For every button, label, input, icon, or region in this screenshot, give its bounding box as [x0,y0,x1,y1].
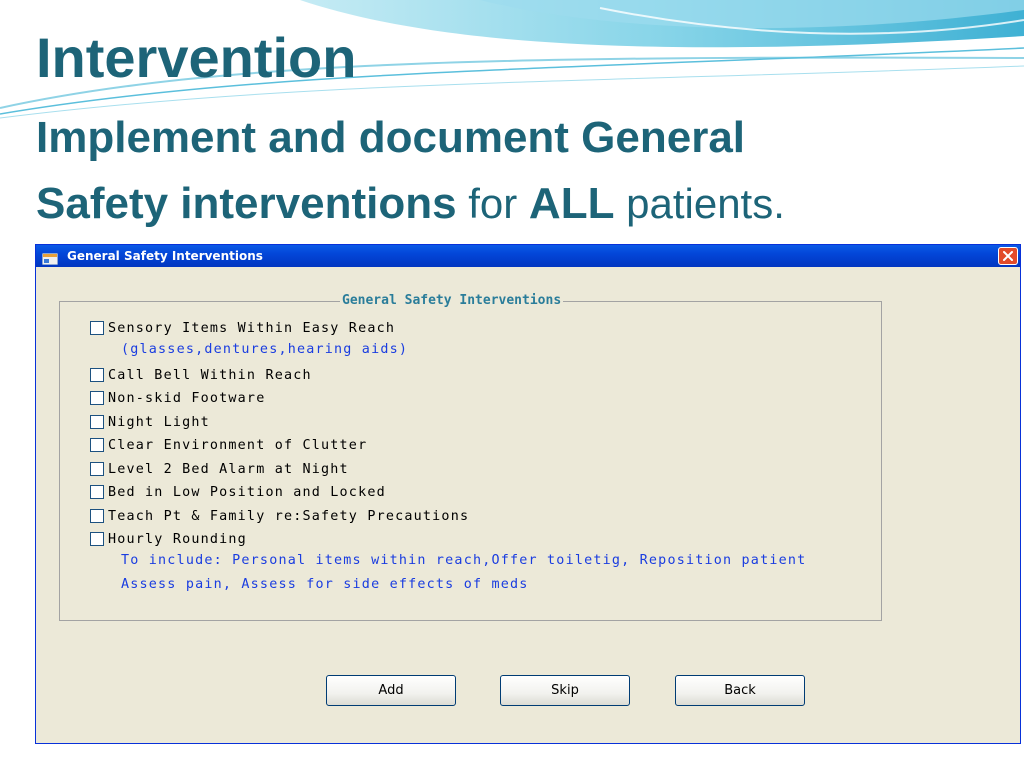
checkbox-call-bell[interactable] [90,365,312,385]
checkbox-box[interactable] [90,368,104,382]
checkbox-label: Teach Pt & Family re:Safety Precautions [108,508,470,524]
group-legend: General Safety Interventions [342,293,562,308]
checkbox-bed-low-position[interactable] [90,482,386,502]
checkbox-box[interactable] [90,532,104,546]
subtitle-safety-interventions: Safety interventions [36,179,457,228]
safety-interventions-group [59,293,882,621]
close-button[interactable] [998,247,1018,265]
window-title: General Safety Interventions [67,249,263,263]
checkbox-label: Night Light [108,414,210,430]
checkbox-label: Clear Environment of Clutter [108,437,368,453]
checkbox-box[interactable] [90,391,104,405]
checkbox-label: Hourly Rounding [108,531,247,547]
checkbox-teach-pt-family[interactable] [90,506,469,526]
add-button[interactable]: Add [326,675,456,706]
checkbox-sensory-items[interactable] [90,318,395,338]
back-button[interactable]: Back [675,675,805,706]
rounding-note-line1: To include: Personal items within reach,Offer toiletig, Reposition patient [121,553,807,568]
subtitle-patients: patients. [614,180,785,227]
checkbox-clear-environment[interactable] [90,435,367,455]
close-x-icon [999,248,1017,264]
window-body [39,267,1017,740]
skip-button[interactable]: Skip [500,675,630,706]
checkbox-label: Non-skid Footware [108,390,266,406]
checkbox-label: Sensory Items Within Easy Reach [108,320,396,336]
checkbox-hourly-rounding[interactable] [90,529,247,549]
checkbox-non-skid-footware[interactable] [90,388,265,408]
checkbox-box[interactable] [90,509,104,523]
checkbox-label: Level 2 Bed Alarm at Night [108,461,349,477]
app-window-icon [42,250,58,262]
checkbox-label: Bed in Low Position and Locked [108,484,386,500]
subtitle-all: ALL [528,179,615,228]
slide-subtitle [36,105,996,237]
subtitle-line1: Implement and document General [36,113,746,162]
window-titlebar[interactable] [36,245,1020,267]
checkbox-box[interactable] [90,485,104,499]
checkbox-bed-alarm[interactable] [90,459,349,479]
checkbox-box[interactable] [90,415,104,429]
subtitle-for: for [456,180,529,227]
checkbox-box[interactable] [90,321,104,335]
checkbox-label: Call Bell Within Reach [108,367,312,383]
checkbox-box[interactable] [90,438,104,452]
slide-title: Intervention [36,26,357,89]
checkbox-night-light[interactable] [90,412,210,432]
sensory-note: (glasses,dentures,hearing aids) [121,342,409,357]
checkbox-box[interactable] [90,462,104,476]
rounding-note-line2: Assess pain, Assess for side effects of meds [121,577,529,592]
dialog-window [35,244,1021,744]
